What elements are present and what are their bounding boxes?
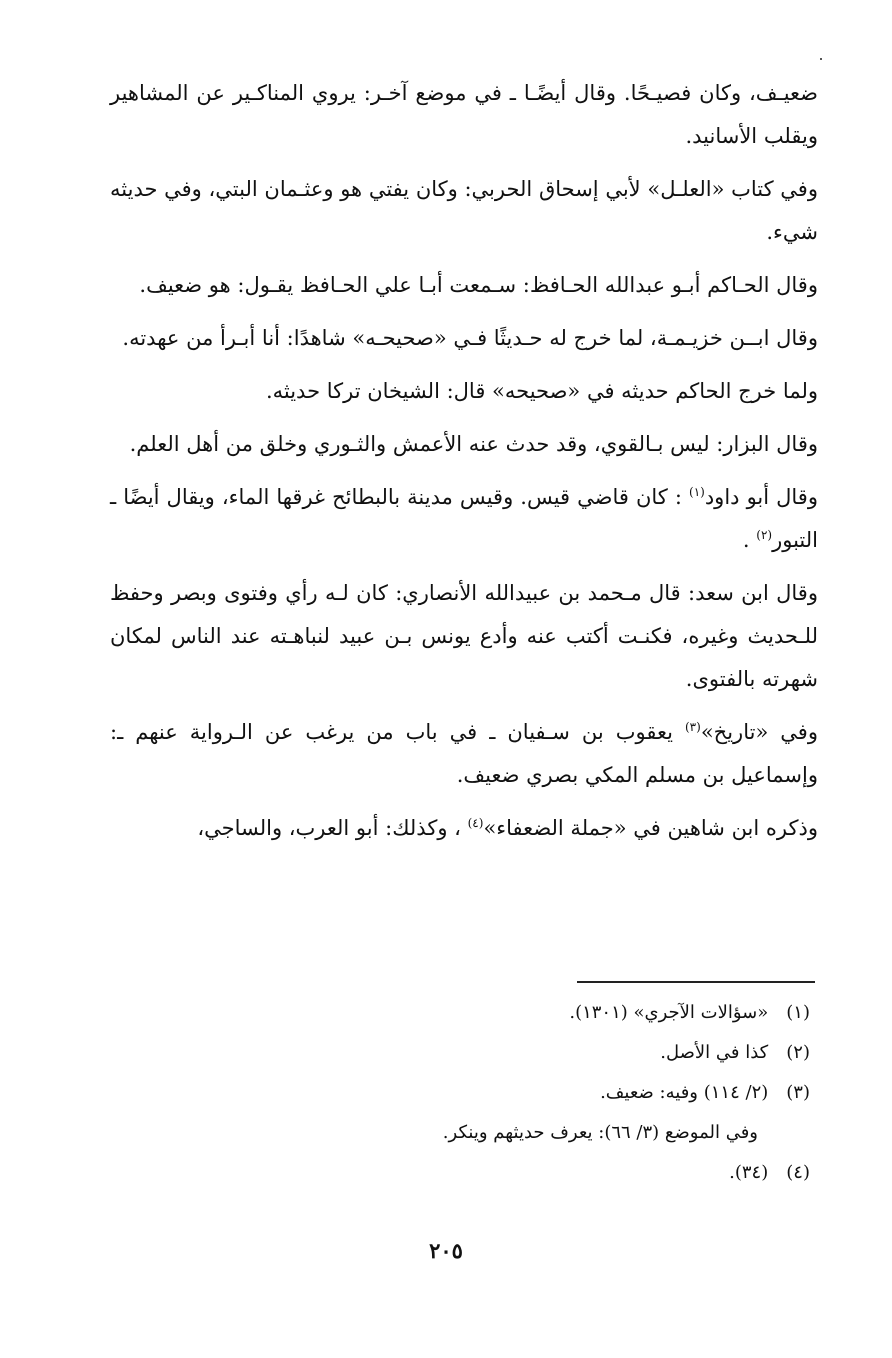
footnote-separator: [577, 981, 815, 983]
footnote-number: (١): [786, 1002, 810, 1023]
footnote-ref: (٢): [756, 528, 773, 542]
paragraph: وقال البزار: ليس بـالقوي، وقد حدث عنه الأعمش والثـوري وخلق من أهل العلم.: [129, 432, 818, 456]
text-run: : كان قاضي قيس. وقيس مدينة بالبطائح غرقها الماء، ويقال أيضًا ـ التبور: [110, 485, 818, 552]
paragraph: ضعيـف، وكان فصيـحًا. وقال أيضًـا ـ في موضع آخـر: يروي المناكـير عن المشاهير ويقلب الأسانيد.: [110, 81, 818, 148]
page-number: ٢٠٥: [429, 1238, 463, 1263]
footnote-ref: (٤): [467, 816, 484, 830]
footnotes: [110, 996, 810, 1196]
text-run: وفي «تاريخ»: [700, 720, 818, 744]
footnote-text: وفي الموضع (٣/ ٦٦): يعرف حديثهم وينكر.: [442, 1122, 758, 1143]
corner-mark: [820, 58, 822, 60]
footnote-text: (٢/ ١١٤) وفيه: ضعيف.: [600, 1082, 769, 1103]
paragraph: [110, 711, 818, 797]
text-run: وذكره ابن شاهين في «جملة الضعفاء»: [483, 816, 818, 840]
paragraph: [110, 807, 818, 850]
footnote-ref: (١): [689, 485, 705, 499]
footnote-number: (٣): [786, 1082, 810, 1103]
text-run: يعقوب بن سـفيان ـ في باب من يرغب عن الـرواية عنهم ـ: وإسماعيل بن مسلم المكي بصري ضعيف.: [110, 720, 818, 787]
footnote: [110, 1156, 810, 1190]
footnote: [110, 996, 810, 1030]
footnote-text: (٣٤).: [729, 1162, 769, 1183]
main-text: [110, 72, 818, 860]
text-run: .: [742, 528, 757, 552]
paragraph: وقال الحـاكم أبـو عبدالله الحـافظ: سـمعت أبـا علي الحـافظ يقـول: هو ضعيف.: [139, 273, 818, 297]
footnote: [110, 1036, 810, 1070]
text-run: وقال أبو داود: [704, 485, 818, 509]
paragraph: وفي كتاب «العلـل» لأبي إسحاق الحربي: وكان يفتي هو وعثـمان البتي، وفي حديثه شيء.: [110, 177, 818, 244]
footnote-ref: (٣): [684, 720, 701, 734]
footnote-continuation: [110, 1116, 810, 1150]
paragraph: وقال ابــن خزيـمـة، لما خرج له حـديثًا فـي «صحيحـه» شاهدًا: أنا أبـرأ من عهدته.: [122, 326, 818, 350]
footnote: [110, 1076, 810, 1110]
paragraph: وقال ابن سعد: قال مـحمد بن عبيدالله الأنصاري: كان لـه رأي وفتوى وبصر وحفظ للـحديث وغيره، فكنـت أكتب عنه وأدع يونس بـن عبيد لنباهـته عند الناس لمكان شهرته بالفتوى.: [110, 581, 818, 691]
footnote-number: (٢): [786, 1042, 810, 1063]
footnote-number: (٤): [786, 1162, 810, 1183]
paragraph: [110, 476, 818, 562]
footnote-text: «سؤالات الآجري» (١٣٠١).: [569, 1002, 769, 1023]
paragraph: ولما خرج الحاكم حديثه في «صحيحه» قال: الشيخان تركا حديثه.: [265, 379, 818, 403]
footnote-text: كذا في الأصل.: [660, 1042, 769, 1063]
text-run: ، وكذلك: أبو العرب، والساجي،: [197, 816, 468, 840]
